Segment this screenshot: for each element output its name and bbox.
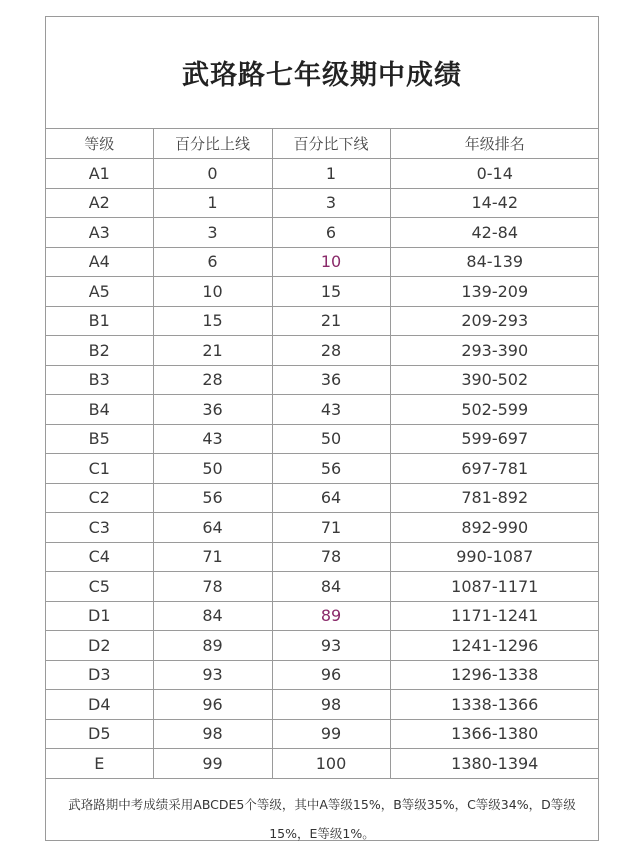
table-row [46,631,599,661]
table-row [46,749,599,779]
cell-grade: A4 [46,247,153,277]
table-row [46,542,599,572]
header-rank: 年级排名 [390,129,599,159]
cell-grade: E [46,749,153,779]
header-lower-percent: 百分比下线 [272,129,390,159]
cell-rank: 1338-1366 [390,690,599,720]
cell-rank: 892-990 [390,513,599,543]
cell-upper-percent: 0 [153,159,272,189]
table-row [46,306,599,336]
cell-rank: 502-599 [390,395,599,425]
cell-upper-percent: 15 [153,306,272,336]
cell-lower-percent: 98 [272,690,390,720]
cell-grade: D5 [46,719,153,749]
cell-upper-percent: 96 [153,690,272,720]
cell-upper-percent: 78 [153,572,272,602]
table-row [46,247,599,277]
table-row [46,188,599,218]
table-header-row [46,129,599,159]
cell-lower-percent: 56 [272,454,390,484]
cell-lower-percent: 99 [272,719,390,749]
cell-grade: B3 [46,365,153,395]
cell-rank: 599-697 [390,424,599,454]
cell-lower-percent: 93 [272,631,390,661]
cell-lower-percent: 50 [272,424,390,454]
cell-upper-percent: 98 [153,719,272,749]
grade-sheet [45,16,599,841]
cell-upper-percent: 36 [153,395,272,425]
table-row [46,719,599,749]
table-row [46,660,599,690]
cell-lower-percent: 6 [272,218,390,248]
cell-rank: 209-293 [390,306,599,336]
cell-upper-percent: 6 [153,247,272,277]
cell-grade: D4 [46,690,153,720]
grade-table [46,129,599,779]
cell-rank: 390-502 [390,365,599,395]
cell-lower-percent: 100 [272,749,390,779]
cell-grade: B2 [46,336,153,366]
cell-rank: 781-892 [390,483,599,513]
cell-upper-percent: 43 [153,424,272,454]
cell-lower-percent: 64 [272,483,390,513]
cell-upper-percent: 28 [153,365,272,395]
cell-rank: 84-139 [390,247,599,277]
table-row [46,513,599,543]
cell-upper-percent: 10 [153,277,272,307]
cell-rank: 697-781 [390,454,599,484]
cell-rank: 42-84 [390,218,599,248]
table-row [46,159,599,189]
table-row [46,365,599,395]
cell-grade: C3 [46,513,153,543]
cell-upper-percent: 93 [153,660,272,690]
cell-lower-percent: 78 [272,542,390,572]
cell-grade: D3 [46,660,153,690]
cell-lower-percent: 96 [272,660,390,690]
header-upper-percent: 百分比上线 [153,129,272,159]
cell-rank: 1380-1394 [390,749,599,779]
cell-rank: 1296-1338 [390,660,599,690]
cell-lower-percent: 71 [272,513,390,543]
cell-lower-percent: 1 [272,159,390,189]
cell-lower-percent: 15 [272,277,390,307]
cell-rank: 1171-1241 [390,601,599,631]
cell-rank: 293-390 [390,336,599,366]
cell-upper-percent: 1 [153,188,272,218]
cell-grade: C2 [46,483,153,513]
cell-rank: 1087-1171 [390,572,599,602]
cell-grade: B1 [46,306,153,336]
table-body [46,159,599,779]
cell-upper-percent: 71 [153,542,272,572]
cell-grade: A5 [46,277,153,307]
cell-grade: A2 [46,188,153,218]
cell-grade: A1 [46,159,153,189]
cell-rank: 990-1087 [390,542,599,572]
cell-upper-percent: 56 [153,483,272,513]
cell-rank: 1366-1380 [390,719,599,749]
page-title: 武珞路七年级期中成绩 [46,17,598,129]
cell-grade: C5 [46,572,153,602]
cell-grade: A3 [46,218,153,248]
cell-upper-percent: 89 [153,631,272,661]
cell-rank: 1241-1296 [390,631,599,661]
cell-lower-percent: 28 [272,336,390,366]
cell-upper-percent: 50 [153,454,272,484]
cell-upper-percent: 64 [153,513,272,543]
cell-rank: 139-209 [390,277,599,307]
table-row [46,572,599,602]
table-row [46,336,599,366]
table-row [46,601,599,631]
cell-lower-percent: 43 [272,395,390,425]
header-grade: 等级 [46,129,153,159]
cell-upper-percent: 21 [153,336,272,366]
cell-grade: D2 [46,631,153,661]
cell-grade: B4 [46,395,153,425]
cell-upper-percent: 99 [153,749,272,779]
table-row [46,690,599,720]
cell-lower-percent: 36 [272,365,390,395]
table-row [46,454,599,484]
cell-rank: 0-14 [390,159,599,189]
table-row [46,424,599,454]
cell-grade: C4 [46,542,153,572]
cell-lower-percent: 84 [272,572,390,602]
cell-lower-percent: 21 [272,306,390,336]
cell-upper-percent: 84 [153,601,272,631]
table-row [46,218,599,248]
cell-grade: B5 [46,424,153,454]
cell-grade: C1 [46,454,153,484]
cell-lower-percent: 89 [272,601,390,631]
cell-grade: D1 [46,601,153,631]
table-row [46,395,599,425]
cell-rank: 14-42 [390,188,599,218]
cell-lower-percent: 10 [272,247,390,277]
footnote: 武珞路期中考成绩采用ABCDE5个等级，其中A等级15%，B等级35%，C等级34%，D等级15%，E等级1%。 [68,797,576,841]
table-row [46,483,599,513]
table-row [46,277,599,307]
cell-lower-percent: 3 [272,188,390,218]
cell-upper-percent: 3 [153,218,272,248]
